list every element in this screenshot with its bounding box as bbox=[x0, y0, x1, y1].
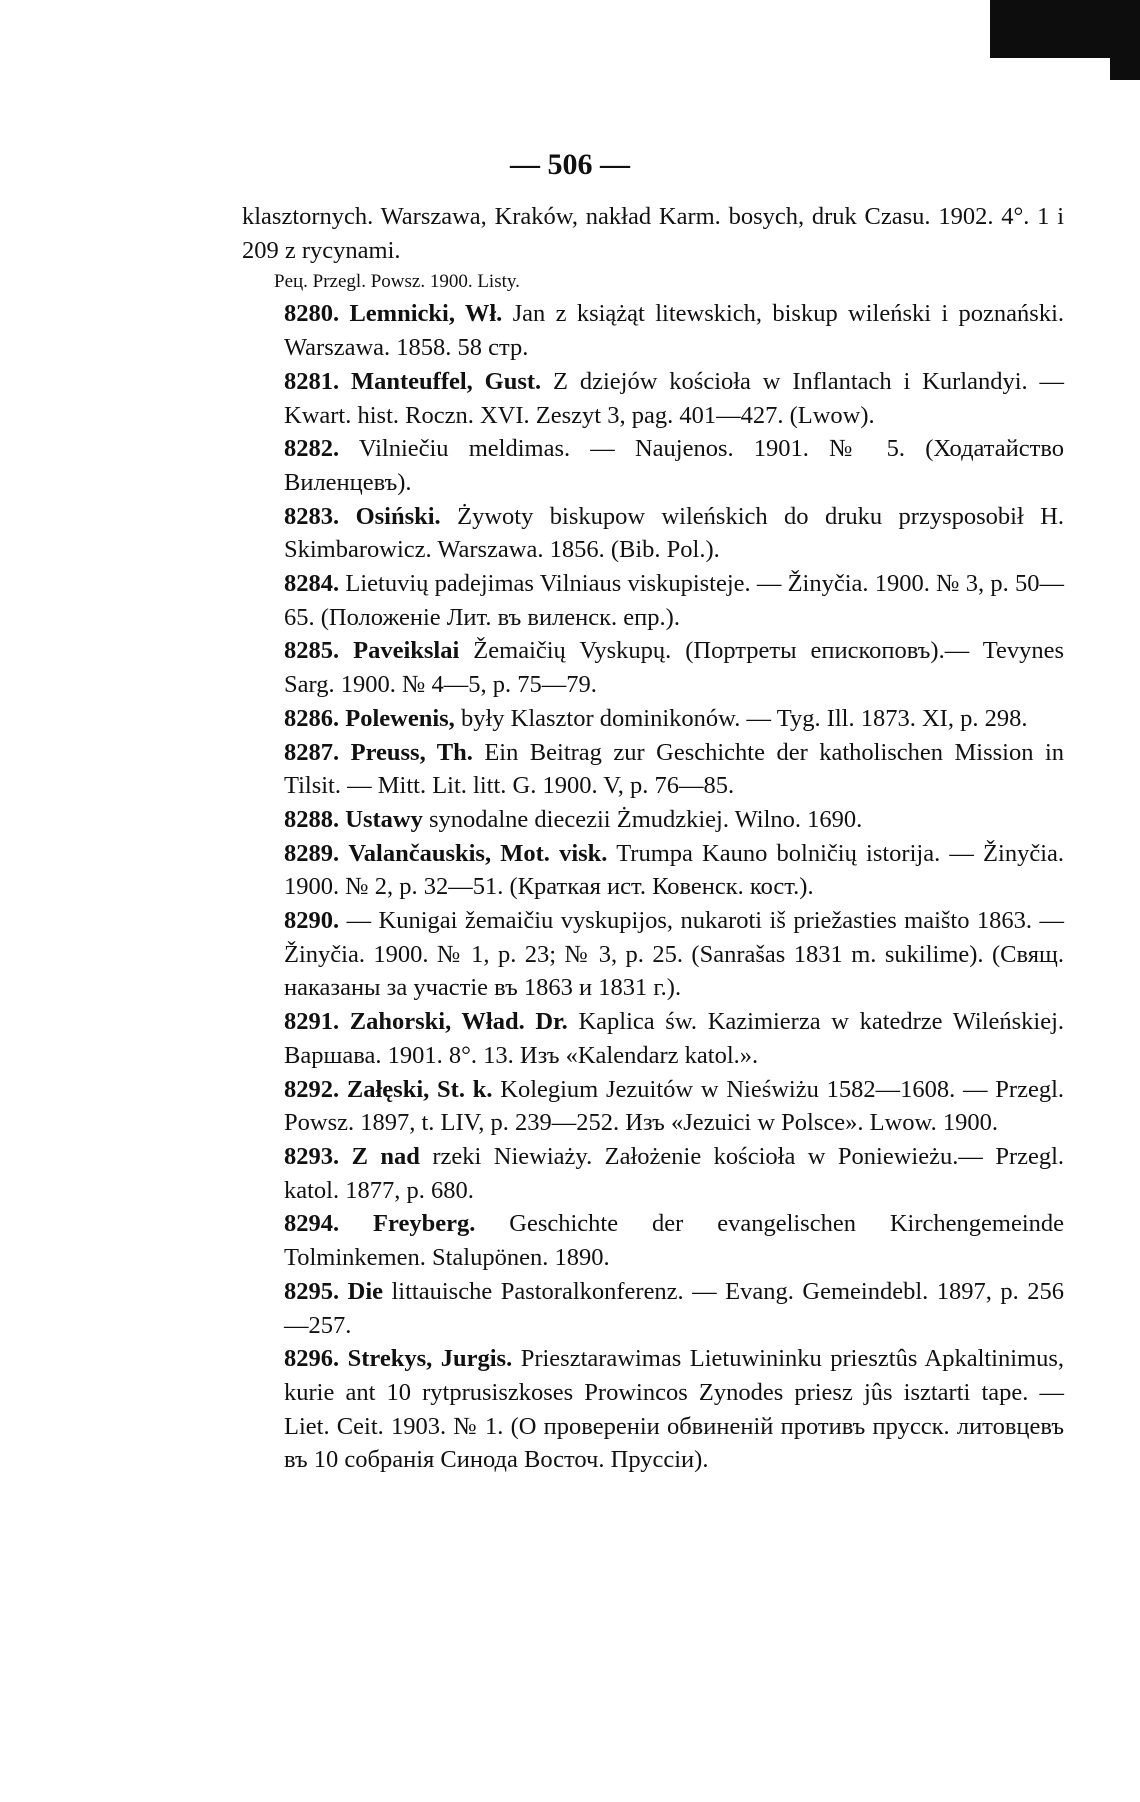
bibliography-entry bbox=[242, 567, 1064, 634]
entry-number: 8290. bbox=[284, 907, 340, 935]
entry-number: 8294. bbox=[284, 1210, 340, 1238]
entry-text: były Klasztor dominikonów. — Tyg. Ill. 1873. XI, p. 298. bbox=[460, 704, 1028, 732]
entry-text: Žemaičių Vyskupų. (Портреты епископовъ).— Tevynes Sarg. 1900. № 4—5, p. 75—79. bbox=[284, 637, 1065, 699]
entry-text: Kolegium Jezuitów w Nieświżu 1582—1608. — Przegl. Powsz. 1897, t. LIV, p. 239—252. Изъ «Jezuici w Polsce». Lwow. 1900. bbox=[284, 1075, 1065, 1137]
entry-number: 8285. bbox=[284, 637, 340, 665]
entry-heading: Z nad bbox=[351, 1142, 420, 1170]
bibliography-column bbox=[242, 200, 1064, 1477]
bibliography-entry bbox=[242, 1140, 1064, 1207]
bibliography-entry bbox=[242, 1005, 1064, 1072]
entry-text: klasztornych. Warszawa, Kraków, nakład Karm. bosych, druk Czasu. 1902. 4°. 1 i 209 z rycynami. bbox=[242, 203, 1064, 264]
entry-number: 8288. bbox=[284, 805, 340, 833]
entry-text: — Kunigai žemaičiu vyskupijos, nukaroti iš priežasties maišto 1863. — Žinyčia. 1900. № 1, p. 23; № 3, p. 25. (Sanrašas 1831 m. sukilime). (Свящ. наказаны за участіе въ 1863 и 1831 г.). bbox=[284, 907, 1064, 1002]
entry-number: 8284. bbox=[284, 570, 340, 598]
entry-number: 8295. bbox=[284, 1277, 340, 1305]
bibliography-entry bbox=[242, 736, 1064, 803]
entry-heading: Freyberg. bbox=[373, 1210, 476, 1238]
bibliography-entry bbox=[242, 1275, 1064, 1342]
entry-text: Lietuvių padejimas Vilniaus viskupisteje. — Žinyčia. 1900. № 3, p. 50—65. (Положеніе Лит. въ виленск. епр.). bbox=[284, 570, 1065, 631]
entry-number: 8291. bbox=[284, 1008, 340, 1036]
entry-heading: Lemnicki, Wł. bbox=[349, 300, 503, 328]
entry-heading: Die bbox=[347, 1277, 383, 1305]
entry-number: 8283. bbox=[284, 502, 340, 530]
bibliography-entry bbox=[242, 200, 1064, 297]
entry-heading: Załęski, St. k. bbox=[346, 1075, 493, 1103]
entry-text: Ein Beitrag zur Geschichte der katholischen Mission in Tilsit. — Mitt. Lit. litt. G. 1900. V, p. 76—85. bbox=[284, 738, 1065, 800]
entry-text: Jan z książąt litewskich, biskup wileński i poznański. Warszawa. 1858. 58 стр. bbox=[284, 300, 1065, 362]
bibliography-entry bbox=[242, 837, 1064, 904]
bibliography-entry bbox=[242, 432, 1064, 499]
entry-number: 8289. bbox=[284, 839, 340, 867]
entry-number: 8286. bbox=[284, 704, 340, 732]
entry-number: 8296. bbox=[284, 1345, 340, 1373]
scan-edge-mark bbox=[990, 0, 1140, 58]
entry-heading: Preuss, Th. bbox=[350, 738, 473, 766]
entry-text: Vilniečiu meldimas. — Naujenos. 1901. № 5. (Ходатайство Виленцевъ). bbox=[284, 435, 1064, 496]
entry-text: Żywoty biskupow wileńskich do druku przysposobił H. Skimbarowicz. Warszawa. 1856. (Bib. Pol.). bbox=[284, 502, 1065, 564]
entry-heading: Paveikslai bbox=[353, 637, 460, 665]
entry-text: rzeki Niewiaży. Założenie kościoła w Poniewieżu.— Przegl. katol. 1877, p. 680. bbox=[284, 1142, 1065, 1204]
entry-text: littauische Pastoralkonferenz. — Evang. Gemeindebl. 1897, p. 256—257. bbox=[284, 1277, 1065, 1339]
bibliography-entry bbox=[242, 1342, 1064, 1477]
entry-number: 8287. bbox=[284, 738, 340, 766]
bibliography-entry bbox=[242, 634, 1064, 701]
entry-text: Kaplica św. Kazimierza w katedrze Wileńskiej. Варшава. 1901. 8°. 13. Изъ «Kalendarz katol.». bbox=[284, 1008, 1065, 1069]
bibliography-entry bbox=[242, 702, 1064, 736]
bibliography-entry bbox=[242, 904, 1064, 1005]
entry-heading: Zahorski, Wład. Dr. bbox=[349, 1008, 568, 1036]
entry-text: synodalne diecezii Żmudzkiej. Wilno. 1690. bbox=[428, 805, 863, 833]
entry-note: Peц. Przegl. Powsz. 1900. Listy. bbox=[274, 271, 520, 293]
bibliography-entry bbox=[242, 803, 1064, 837]
bibliography-entry bbox=[242, 365, 1064, 432]
bibliography-entry bbox=[242, 1207, 1064, 1274]
entry-number: 8293. bbox=[284, 1142, 340, 1170]
bibliography-entry bbox=[242, 297, 1064, 364]
entry-number: 8281. bbox=[284, 367, 340, 395]
entry-number: 8280. bbox=[284, 300, 340, 328]
entry-text: Trumpa Kauno bolničių istorija. — Žinyčia. 1900. № 2, p. 32—51. (Краткая ист. Ковенск. кост.). bbox=[284, 839, 1065, 901]
entry-heading: Polewenis, bbox=[345, 704, 455, 732]
entry-heading: Ustawy bbox=[345, 805, 423, 833]
entry-heading: Strekys, Jurgis. bbox=[347, 1345, 513, 1373]
entry-text: Geschichte der evangelischen Kirchengemeinde Tolminkemen. Stalupönen. 1890. bbox=[284, 1210, 1065, 1272]
entry-text: Priesztarawimas Lietuwininku priesztûs Apkaltinimus, kurie ant 10 rytprusiszkoses Prowincos Zynodes priesz jûs isztarti tape. — Liet. Ceit. 1903. № 1. (О провереніи обвиненій противъ прусск. литовцевъ въ 10 собранія Синода Восточ. Пруссіи). bbox=[284, 1345, 1065, 1474]
entry-text: Z dziejów kościoła w Inflantach i Kurlandyi. — Kwart. hist. Roczn. XVI. Zeszyt 3, pag. 401—427. (Lwow). bbox=[284, 367, 1065, 429]
entry-heading: Manteuffel, Gust. bbox=[351, 367, 542, 395]
bibliography-entry bbox=[242, 500, 1064, 567]
entry-heading: Osiński. bbox=[355, 502, 441, 530]
entry-number: 8282. bbox=[284, 435, 340, 463]
bibliography-entry bbox=[242, 1073, 1064, 1140]
page-number: — 506 — bbox=[510, 148, 630, 181]
entry-number: 8292. bbox=[284, 1075, 340, 1103]
entry-heading: Valančauskis, Mot. visk. bbox=[348, 839, 608, 867]
